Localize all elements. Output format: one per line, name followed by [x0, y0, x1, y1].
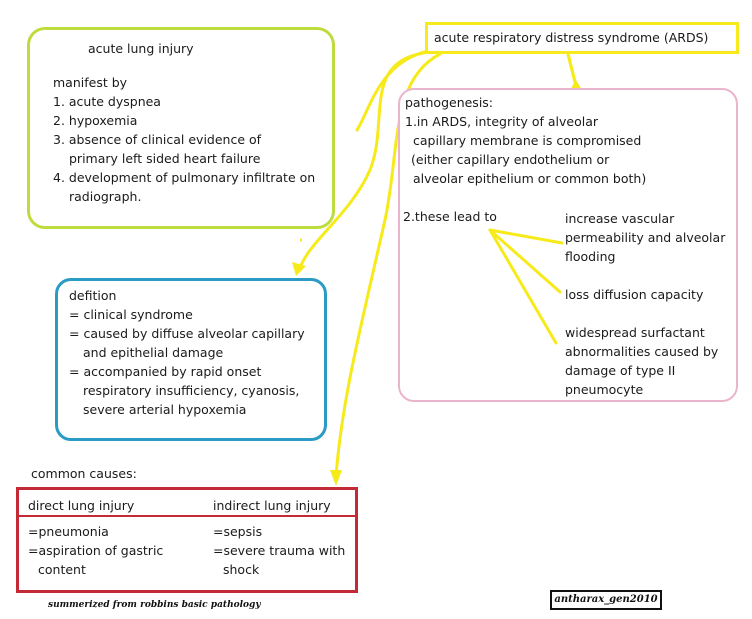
pathogenesis-point1: capillary membrane is compromised	[413, 133, 642, 148]
effect-diffusion: loss diffusion capacity	[565, 287, 704, 302]
effect-surfactant: damage of type II	[565, 363, 676, 378]
effect-surfactant: abnormalities caused by	[565, 344, 719, 359]
definition-line: = caused by diffuse alveolar capillary	[69, 326, 305, 341]
ali-item: 1. acute dyspnea	[53, 94, 161, 109]
source-credit: summerized from robbins basic pathology	[48, 600, 261, 610]
indirect-cause: shock	[223, 562, 260, 577]
ali-title: acute lung injury	[88, 41, 194, 56]
pathogenesis-title: pathogenesis:	[405, 95, 494, 110]
ards-to-path-arrow	[568, 54, 576, 86]
causes-header-divider	[16, 515, 358, 517]
definition-line: = accompanied by rapid onset	[69, 364, 262, 379]
pathogenesis-point1: 1.in ARDS, integrity of alveolar	[405, 114, 599, 129]
indirect-injury-title: indirect lung injury	[213, 498, 331, 513]
ali-item: radiograph.	[69, 189, 142, 204]
pathogenesis-point2: 2.these lead to	[403, 209, 497, 224]
ards-title: acute respiratory distress syndrome (ARDS)	[434, 30, 709, 45]
effect-surfactant: pneumocyte	[565, 382, 644, 397]
ali-intro: manifest by	[53, 75, 128, 90]
ali-item: 4. development of pulmonary infiltrate on	[53, 170, 316, 185]
definition-title: defition	[69, 288, 117, 303]
effect-vascular: flooding	[565, 249, 616, 264]
author-tag: antharax_gen2010	[550, 590, 662, 610]
effect-vascular: permeability and alveolar	[565, 230, 726, 245]
ali-item: 2. hypoxemia	[53, 113, 138, 128]
indirect-cause: =severe trauma with	[213, 543, 346, 558]
indirect-cause: =sepsis	[213, 524, 263, 539]
common-causes-table	[16, 487, 358, 593]
definition-line: and epithelial damage	[83, 345, 224, 360]
direct-injury-title: direct lung injury	[28, 498, 135, 513]
direct-cause: content	[38, 562, 86, 577]
definition-line: respiratory insufficiency, cyanosis,	[83, 383, 300, 398]
effect-arrow-3	[490, 230, 556, 343]
ali-item: primary left sided heart failure	[69, 151, 261, 166]
effect-vascular: increase vascular	[565, 211, 675, 226]
pathogenesis-point1: (either capillary endothelium or	[411, 152, 610, 167]
common-causes-heading: common causes:	[31, 466, 137, 481]
definition-line: severe arterial hypoxemia	[83, 402, 247, 417]
definition-line: = clinical syndrome	[69, 307, 193, 322]
direct-cause: =aspiration of gastric	[28, 543, 164, 558]
direct-cause: =pneumonia	[28, 524, 109, 539]
pathogenesis-point1: alveolar epithelium or common both)	[413, 171, 647, 186]
effect-surfactant: widespread surfactant	[565, 325, 705, 340]
ali-item: 3. absence of clinical evidence of	[53, 132, 262, 147]
